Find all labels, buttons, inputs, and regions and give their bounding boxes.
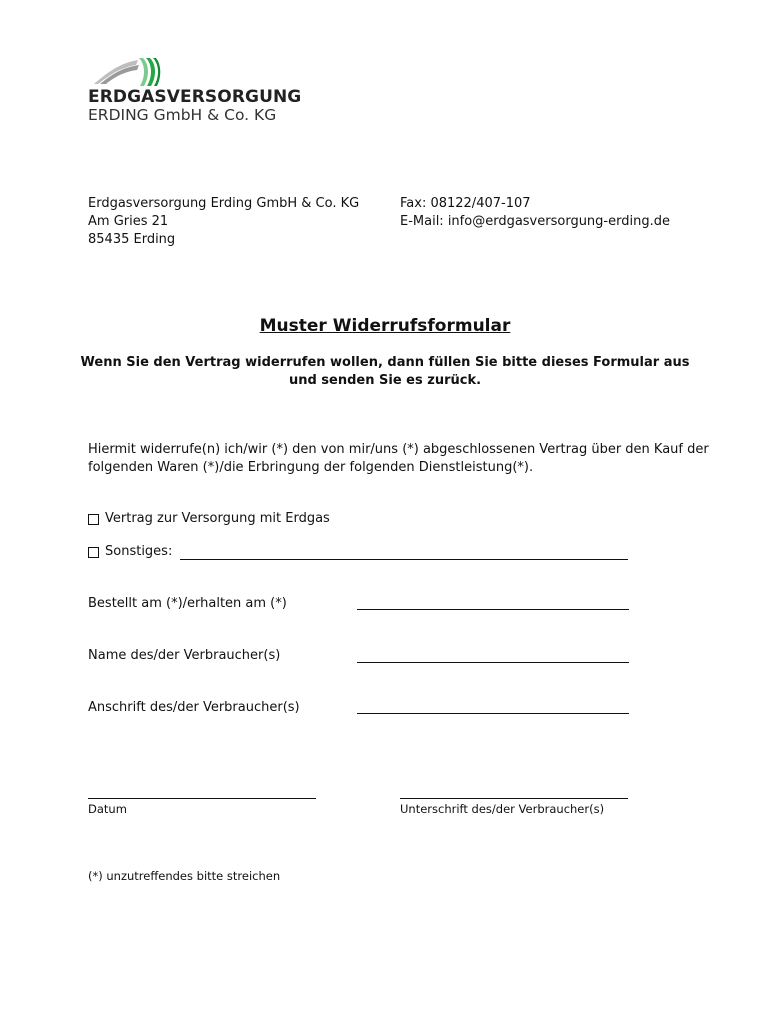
instructions-line-2: und senden Sie es zurück. [288,373,482,388]
company-logo [86,54,316,134]
address-company: Erdgasversorgung Erding GmbH & Co. KG [88,196,360,211]
option-other[interactable] [88,543,628,561]
signature-label: Unterschrift des/der Verbraucher(s) [400,802,605,816]
statement-line-1: Hiermit widerrufe(n) ich/wir (*) den von mir/uns (*) abgeschlossenen Vertrag über den Kauf der [88,442,709,457]
address-street: Am Gries 21 [88,214,169,229]
form-title: Muster Widerrufsformular [259,316,511,336]
address-city: 85435 Erding [88,232,176,247]
address-email: E-Mail: info@erdgasversorgung-erding.de [400,214,670,229]
option-gas-contract[interactable] [88,510,330,528]
sender-address [88,195,359,249]
ordered-date-label: Bestellt am (*)/erhalten am (*) [88,596,287,611]
withdrawal-statement [88,441,709,477]
consumer-name-label: Name des/der Verbraucher(s) [88,648,281,663]
statement-line-2: folgenden Waren (*)/die Erbringung der folgenden Dienstleistung(*). [88,460,534,475]
form-instructions [0,354,770,390]
consumer-name-input-line[interactable] [357,661,629,663]
other-checkbox[interactable] [88,547,99,558]
gas-contract-checkbox[interactable] [88,514,99,525]
date-input-line[interactable] [88,797,316,799]
other-label: Sonstiges: [105,544,173,559]
other-input-line[interactable] [180,545,628,560]
consumer-address-input-line[interactable] [357,712,629,714]
logo-company-suffix: ERDING GmbH & Co. KG [88,106,277,124]
ordered-date-input-line[interactable] [357,608,629,610]
date-label: Datum [88,802,127,816]
logo-company-name: ERDGASVERSORGUNG [88,87,302,107]
instructions-line-1: Wenn Sie den Vertrag widerrufen wollen, dann füllen Sie bitte dieses Formular aus [80,355,690,370]
gas-contract-label: Vertrag zur Versorgung mit Erdgas [105,511,330,526]
logo-swoosh-icon [86,54,161,88]
footnote: (*) unzutreffendes bitte streichen [88,869,281,883]
address-fax: Fax: 08122/407-107 [400,196,531,211]
sender-contact [400,195,670,231]
signature-input-line[interactable] [400,797,628,799]
consumer-address-label: Anschrift des/der Verbraucher(s) [88,700,300,715]
